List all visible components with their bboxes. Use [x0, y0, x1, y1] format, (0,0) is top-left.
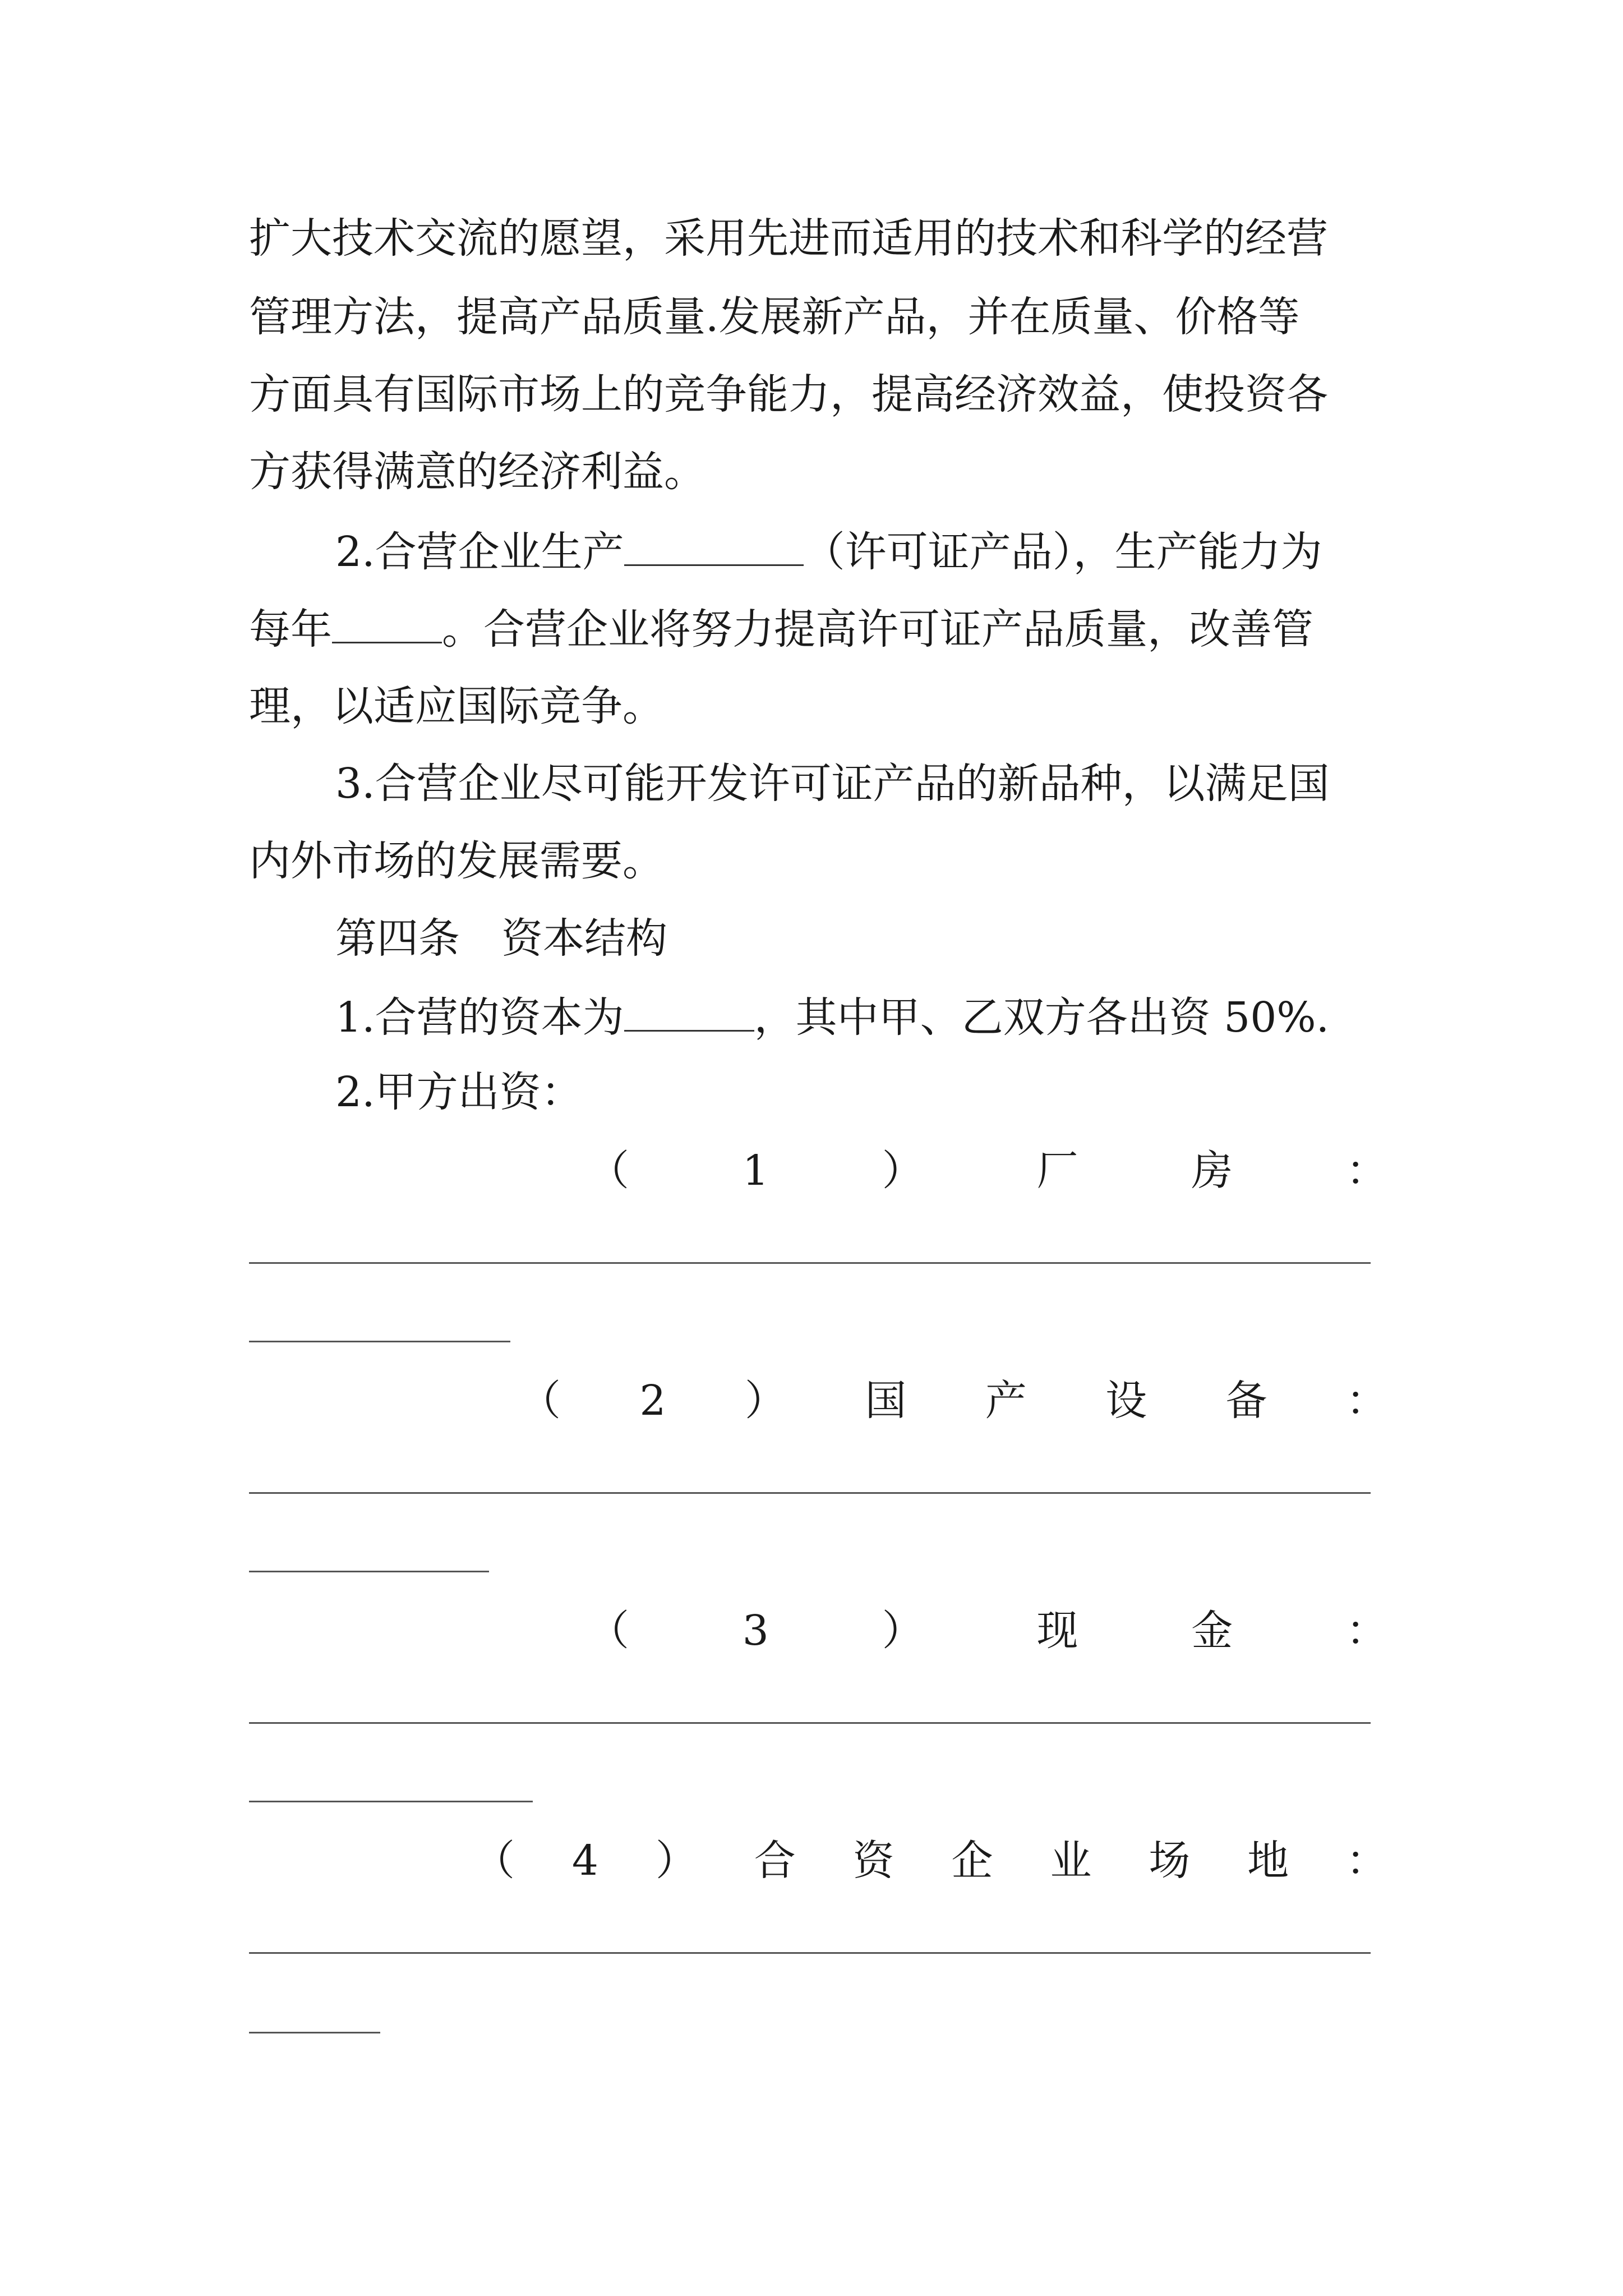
contribution-char: ） [744, 1377, 786, 1425]
contribution-char: 合 [754, 1837, 796, 1885]
contribution-char: 设 [1105, 1377, 1147, 1425]
contribution-char: 厂 [1036, 1147, 1078, 1195]
capital-line [335, 993, 1330, 1042]
contribution-char: （ [519, 1377, 561, 1425]
item-text: 每年 [249, 605, 332, 654]
item-2-line-3: 理，以适应国际竞争。 [249, 682, 664, 730]
contribution-char: ） [882, 1607, 924, 1655]
contribution-char: ） [882, 1147, 924, 1195]
contribution-char: 场 [1149, 1837, 1191, 1885]
contribution-char: ： [1345, 1837, 1387, 1885]
paragraph-line: 扩大技术交流的愿望，采用先进而适用的技术和科学的经营 [249, 214, 1328, 263]
contribution-char: 1 [742, 1147, 769, 1195]
item-text: ，其中甲、乙双方各出资 50%. [754, 993, 1330, 1042]
fill-in-blank[interactable] [624, 530, 804, 566]
contribution-char: 产 [985, 1377, 1027, 1425]
contribution-item-4 [473, 1837, 1387, 1885]
fill-in-line[interactable] [249, 1722, 1371, 1724]
paragraph-line: 方面具有国际市场上的竞争能力，提高经济效益，使投资各 [249, 370, 1328, 418]
item-text: 。合营企业将努力提高许可证产品质量，改善管 [442, 605, 1313, 654]
contribution-item-2 [519, 1377, 1387, 1425]
contribution-char: ） [655, 1837, 697, 1885]
fill-in-line[interactable] [249, 1801, 533, 1802]
contribution-char: 现 [1036, 1607, 1078, 1655]
contribution-char: （ [588, 1607, 629, 1655]
contribution-char: 备 [1225, 1377, 1267, 1425]
item-3-line-1: 3.合营企业尽可能开发许可证产品的新品种，以满足国 [335, 760, 1330, 808]
item-3-line-2: 内外市场的发展需要。 [249, 837, 664, 885]
contribution-char: （ [588, 1147, 629, 1195]
contribution-char: 国 [865, 1377, 907, 1425]
fill-in-blank[interactable] [624, 995, 754, 1032]
contribution-char: 业 [1050, 1837, 1092, 1885]
contribution-char: ： [1346, 1147, 1387, 1195]
fill-in-line[interactable] [249, 1262, 1371, 1264]
fill-in-blank[interactable] [332, 607, 442, 643]
fill-in-line[interactable] [249, 1492, 1371, 1494]
contribution-char: 地 [1247, 1837, 1289, 1885]
item-2-line-1 [335, 528, 1322, 576]
contribution-char: 资 [852, 1837, 895, 1885]
party-a-contribution: 2.甲方出资： [335, 1068, 583, 1116]
contribution-char: 企 [951, 1837, 993, 1885]
contribution-char: 3 [742, 1607, 769, 1655]
contribution-item-1 [588, 1147, 1387, 1195]
item-text: 2.合营企业生产 [335, 528, 624, 576]
contribution-char: 2 [639, 1377, 666, 1425]
fill-in-line[interactable] [249, 1571, 489, 1572]
contribution-char: 4 [571, 1837, 598, 1885]
contribution-char: （ [473, 1837, 515, 1885]
fill-in-line[interactable] [249, 2032, 380, 2033]
contribution-item-3 [588, 1607, 1387, 1655]
contribution-char: ： [1345, 1377, 1387, 1425]
article-heading: 第四条 资本结构 [335, 914, 667, 963]
contribution-char: 金 [1191, 1607, 1233, 1655]
item-text: （许可证产品），生产能力为 [803, 528, 1322, 576]
paragraph-line: 方获得满意的经济利益。 [249, 448, 706, 496]
fill-in-line[interactable] [249, 1341, 510, 1342]
contribution-char: 房 [1191, 1147, 1233, 1195]
item-text: 1.合营的资本为 [335, 993, 624, 1042]
fill-in-line[interactable] [249, 1952, 1371, 1954]
paragraph-line: 管理方法，提高产品质量.发展新产品，并在质量、价格等 [249, 293, 1300, 341]
contribution-char: ： [1346, 1607, 1387, 1655]
item-2-line-2 [249, 605, 1313, 654]
